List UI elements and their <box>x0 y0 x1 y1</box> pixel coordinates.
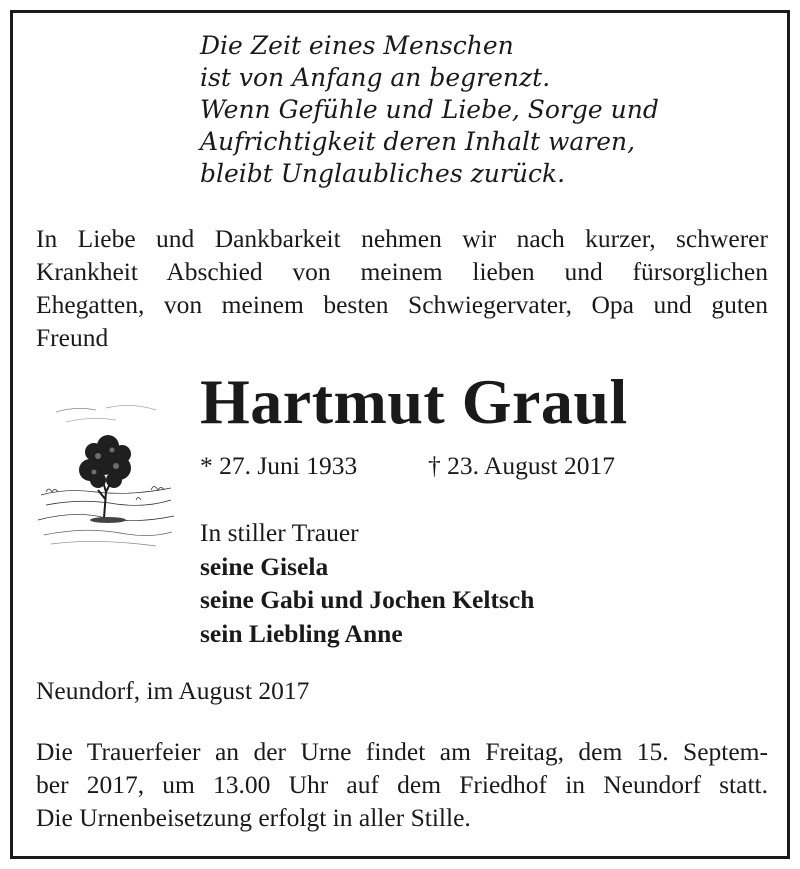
announcement-line: Ehegatten, von meinem besten Schwiegervater, Opa und guten <box>36 290 768 319</box>
poem-line: ist von Anfang an begrenzt. <box>200 63 551 92</box>
mourner-name: seine Gisela <box>200 551 329 581</box>
life-dates <box>200 449 616 483</box>
mourning-heading: In stiller Trauer <box>200 518 359 547</box>
funeral-line: ber 2017, um 13.00 Uhr auf dem Friedhof in Neundorf statt. <box>36 770 768 799</box>
deceased-name: Hartmut Graul <box>200 366 628 437</box>
poem-line: Die Zeit eines Menschen <box>200 31 514 60</box>
announcement-text <box>36 222 768 354</box>
announcement-line: Krankheit Abschied von meinem lieben und fürsorglichen <box>36 257 768 286</box>
place-date: Neundorf, im August 2017 <box>36 676 310 705</box>
funeral-info <box>36 735 768 834</box>
mourner-name: seine Gabi und Jochen Keltsch <box>200 585 535 614</box>
funeral-line: Die Trauerfeier an der Urne findet am Freitag, dem 15. Septem- <box>36 737 768 766</box>
poem-line: bleibt Unglaubliches zurück. <box>200 159 566 188</box>
announcement-line: In Liebe und Dankbarkeit nehmen wir nach kurzer, schwerer <box>36 224 768 253</box>
birth-date: * 27. Juni 1933 <box>200 451 358 480</box>
mourners-block <box>200 516 534 650</box>
mourner-name: sein Liebling Anne <box>200 618 403 648</box>
funeral-line: Die Urnenbeisetzung erfolgt in aller Stille. <box>36 803 471 832</box>
tree-landscape-illustration <box>36 400 176 550</box>
poem-line: Aufrichtigkeit deren Inhalt waren, <box>200 127 636 156</box>
announcement-line: Freund <box>36 323 109 352</box>
death-date: † 23. August 2017 <box>428 451 616 480</box>
poem-line: Wenn Gefühle und Liebe, Sorge und <box>200 95 659 124</box>
poem <box>200 30 659 190</box>
